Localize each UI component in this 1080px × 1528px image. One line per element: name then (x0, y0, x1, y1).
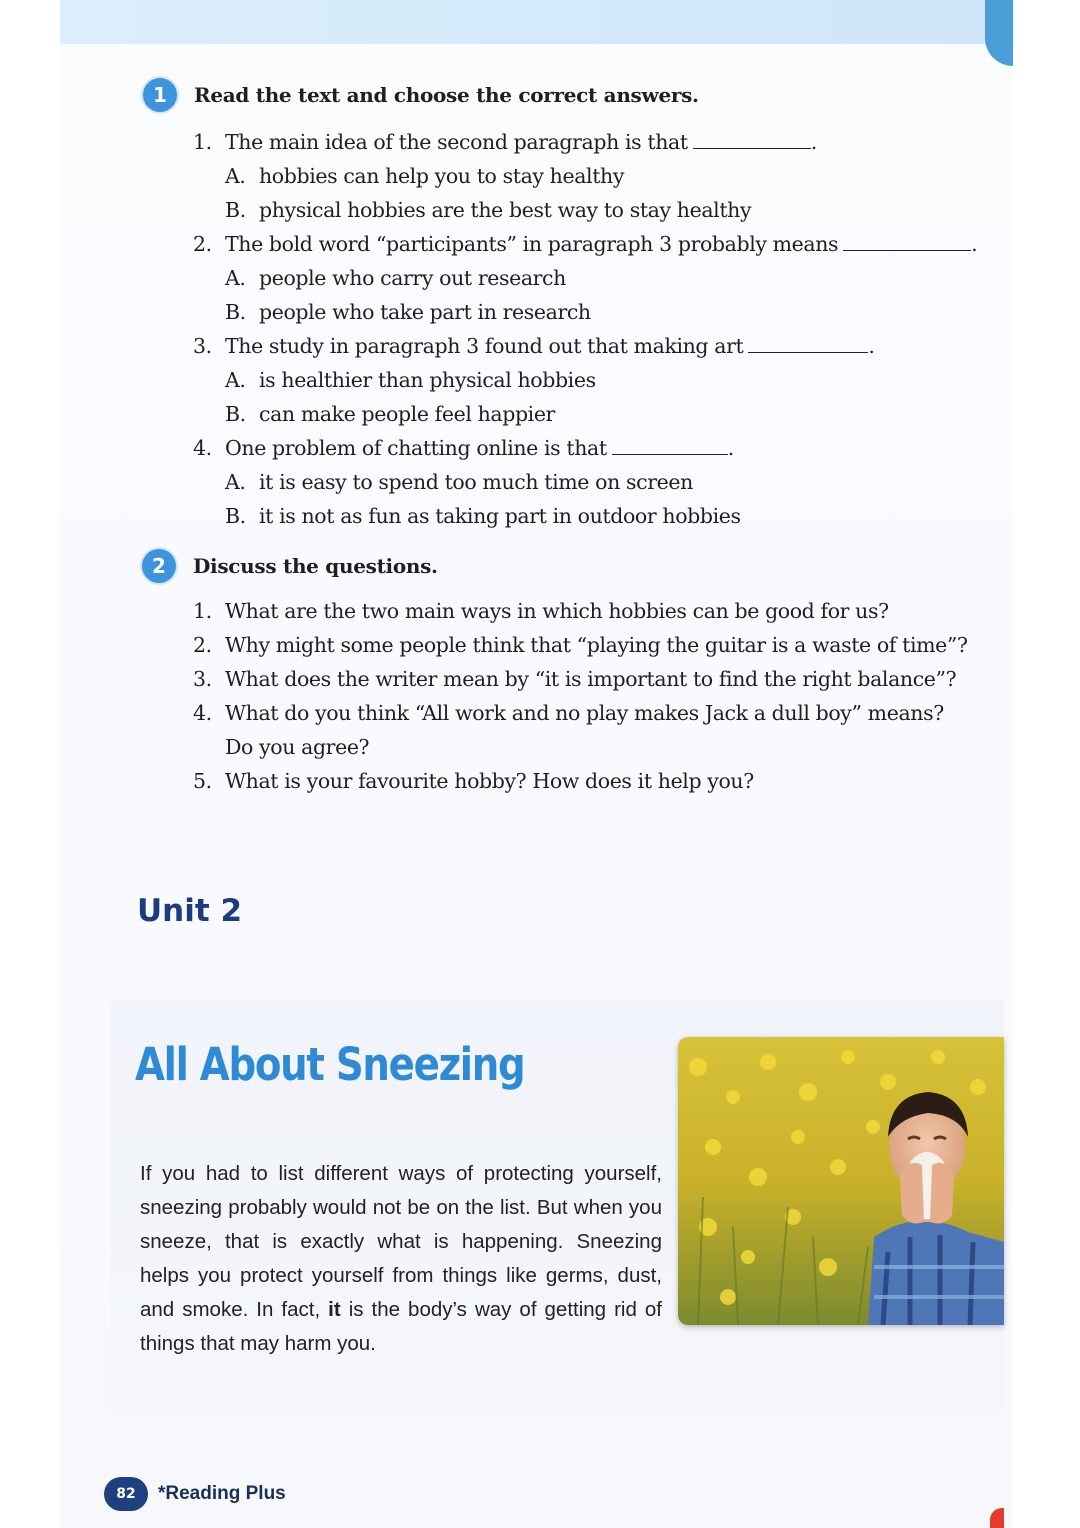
exercise-2-question-3 (193, 667, 956, 691)
exercise-2-question-4-continuation: Do you agree? (225, 735, 370, 759)
question-2-option-b (225, 300, 591, 324)
option-letter: B. (225, 198, 246, 222)
option-text: people who take part in research (259, 300, 591, 324)
question-stem: The bold word “participants” in paragraph 3 probably means (225, 232, 839, 256)
option-text: is healthier than physical hobbies (259, 368, 596, 392)
exercise-2-question-4 (193, 701, 944, 725)
exercise-1-question-1 (193, 130, 817, 154)
question-end: . (810, 130, 817, 154)
option-letter: A. (225, 164, 246, 188)
exercise-1-question-2 (193, 232, 977, 256)
unit-title: Unit 2 (137, 893, 243, 929)
option-letter: A. (225, 266, 246, 290)
option-letter: A. (225, 368, 246, 392)
question-end: . (971, 232, 978, 256)
question-4-option-b (225, 504, 741, 528)
question-end: . (727, 436, 734, 460)
question-3-option-b (225, 402, 555, 426)
option-letter: A. (225, 470, 246, 494)
exercise-2-question-2 (193, 633, 968, 657)
option-text: it is not as fun as taking part in outdoor hobbies (259, 504, 741, 528)
page-number: 82 (104, 1477, 148, 1511)
question-3-option-a (225, 368, 596, 392)
exercise-1-heading (143, 78, 699, 112)
top-header-band (60, 0, 1012, 44)
answer-blank (693, 130, 811, 149)
article-bold-word: it (328, 1298, 341, 1321)
question-number: 2. (193, 232, 212, 256)
article-body-text: If you had to list different ways of protecting yourself, sneezing probably would not be on the list. But when you sneeze, that is exactly what is happening. Sneezing helps you protect yourself from things like germs, dust, and smoke. In fact, (140, 1162, 662, 1321)
option-letter: B. (225, 504, 246, 528)
page-footer (104, 1477, 286, 1511)
option-text: hobbies can help you to stay healthy (259, 164, 625, 188)
question-4-option-a (225, 470, 693, 494)
question-number: 3. (193, 667, 212, 691)
exercise-2-question-1 (193, 599, 889, 623)
exercise-2-number-badge: 2 (142, 549, 176, 583)
exercise-2-question-5 (193, 769, 754, 793)
article-body (140, 1157, 662, 1361)
question-stem: The study in paragraph 3 found out that making art (225, 334, 744, 358)
question-number: 2. (193, 633, 212, 657)
page-corner-mark (990, 1508, 1004, 1528)
question-text: What are the two main ways in which hobbies can be good for us? (225, 599, 889, 623)
question-text: What does the writer mean by “it is important to find the right balance”? (225, 667, 957, 691)
exercise-1-instruction: Read the text and choose the correct answers. (194, 83, 699, 107)
option-text: it is easy to spend too much time on screen (259, 470, 693, 494)
exercise-1-question-4 (193, 436, 734, 460)
question-number: 5. (193, 769, 212, 793)
question-text: Why might some people think that “playing the guitar is a waste of time”? (225, 633, 968, 657)
question-stem: The main idea of the second paragraph is that (225, 130, 688, 154)
question-number: 1. (193, 599, 212, 623)
question-number: 3. (193, 334, 212, 358)
question-end: . (868, 334, 875, 358)
answer-blank (612, 436, 728, 455)
question-stem: One problem of chatting online is that (225, 436, 607, 460)
question-number: 4. (193, 436, 212, 460)
exercise-2-heading (142, 549, 438, 583)
answer-blank (748, 334, 868, 353)
book-series-label: *Reading Plus (158, 1483, 286, 1504)
option-letter: B. (225, 402, 246, 426)
question-number: 4. (193, 701, 212, 725)
question-2-option-a (225, 266, 566, 290)
photo-illustration (678, 1037, 1004, 1325)
option-text: can make people feel happier (259, 402, 555, 426)
option-text: people who carry out research (259, 266, 566, 290)
exercise-2-instruction: Discuss the questions. (193, 554, 438, 578)
sneezing-boy-photo (678, 1037, 1004, 1325)
article-title: All About Sneezing (135, 1038, 525, 1091)
article-body-text-end: is the body’s way of getting rid of things that may harm you. (140, 1298, 662, 1355)
question-text: What is your favourite hobby? How does it help you? (225, 769, 754, 793)
option-letter: B. (225, 300, 246, 324)
question-number: 1. (193, 130, 212, 154)
exercise-1-number-badge: 1 (143, 78, 177, 112)
option-text: physical hobbies are the best way to stay healthy (259, 198, 752, 222)
question-text: What do you think “All work and no play makes Jack a dull boy” means? (225, 701, 944, 725)
exercise-1-question-3 (193, 334, 874, 358)
answer-blank (843, 232, 971, 251)
question-1-option-b (225, 198, 751, 222)
question-1-option-a (225, 164, 624, 188)
